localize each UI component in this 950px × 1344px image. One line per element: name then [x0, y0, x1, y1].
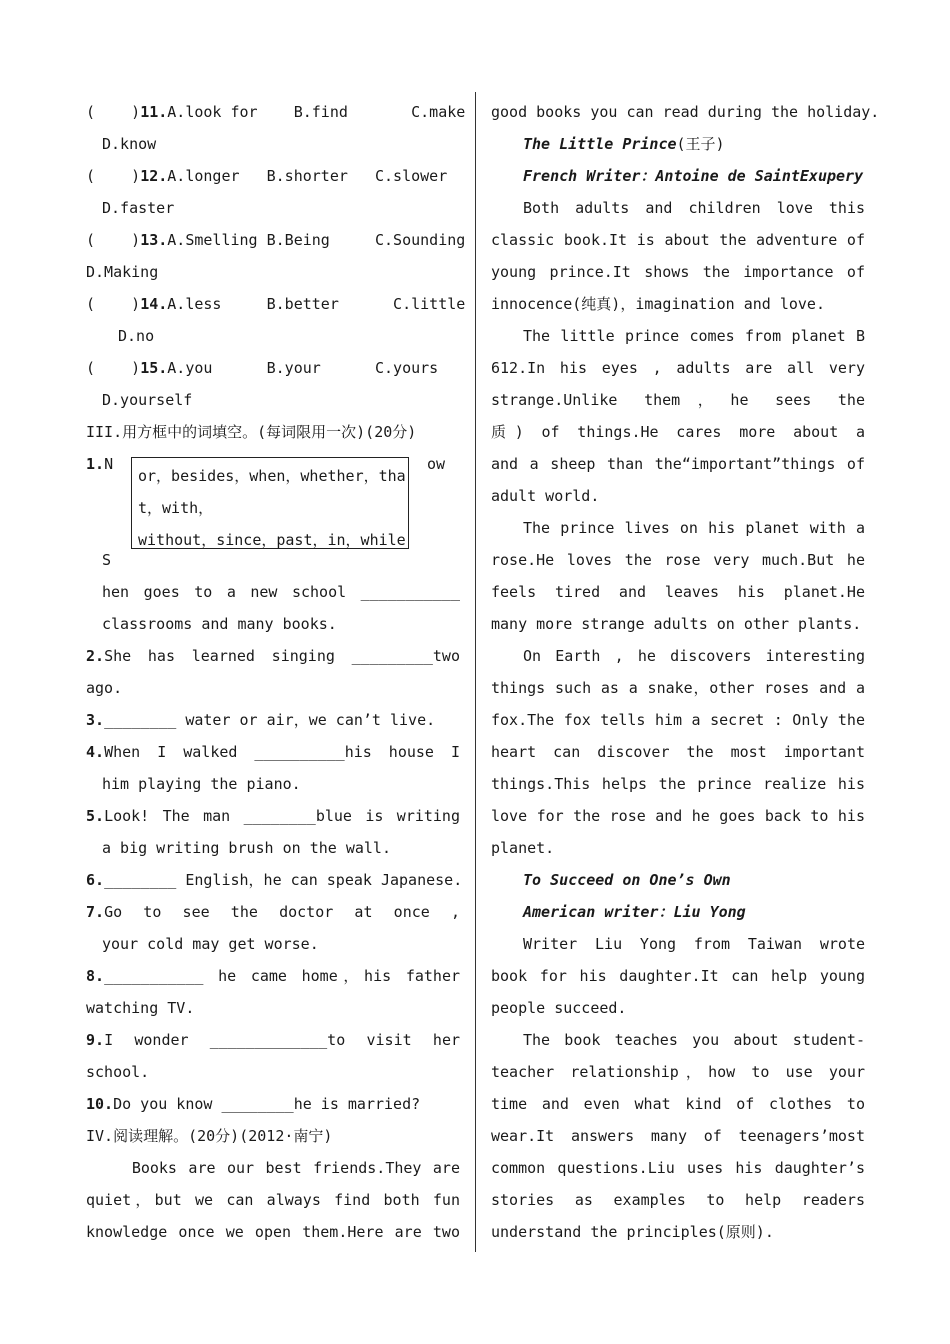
passage-line: time and even what kind of clothes to: [491, 1095, 865, 1113]
mc-option-d-11: D.know: [102, 135, 157, 153]
mc-question-14: ( )14.A.less B.better C.little: [86, 295, 466, 313]
passage-line: people succeed.: [491, 999, 627, 1017]
fill-question-6: 6.________ English，he can speak Japanese.: [86, 871, 463, 889]
fill-question-8: 8.___________ he came home，his father: [86, 967, 460, 985]
passage-line: innocence(纯真)，imagination and love.: [491, 295, 825, 313]
section-3-heading: III.用方框中的词填空。(每词限用一次)(20分): [86, 423, 417, 441]
passage-left-line: knowledge once we open them.Here are two: [86, 1223, 460, 1241]
mc-option-d-12: D.faster: [102, 199, 175, 217]
book-1-title: The Little Prince(王子): [523, 135, 725, 153]
word-box-line: without，since，past，in，while: [138, 531, 406, 549]
passage-line: stories as examples to help readers: [491, 1191, 865, 1209]
word-box-line: t，with，: [138, 499, 214, 517]
fill-question-1-line2: hen goes to a new school ___________: [102, 583, 460, 601]
passage-line: many more strange adults on other plants.: [491, 615, 862, 633]
word-box-line: or，besides，when，whether，tha: [138, 467, 406, 485]
fill-question-7: 7.Go to see the doctor at once ,: [86, 903, 460, 921]
fill-question-1-start: 1.N ow: [86, 455, 446, 473]
mc-question-11: ( )11.A.look for B.find C.make: [86, 103, 466, 121]
passage-line: understand the principles(原则).: [491, 1223, 774, 1241]
passage-line: teacher relationship，how to use your: [491, 1063, 865, 1081]
passage-line: On Earth , he discovers interesting: [523, 647, 865, 665]
passage-line: 612.In his eyes , adults are all very: [491, 359, 865, 377]
right-column: [491, 96, 880, 1248]
passage-left-line: quiet，but we can always find both fun: [86, 1191, 460, 1209]
passage-line: Both adults and children love this: [523, 199, 865, 217]
passage-line: things.This helps the prince realize his: [491, 775, 865, 793]
passage-line: common questions.Liu uses his daughter’s: [491, 1159, 865, 1177]
passage-line: fox.The fox tells him a secret : Only the: [491, 711, 865, 729]
fill-question-10: 10.Do you know ________he is married?: [86, 1095, 421, 1113]
left-column: [86, 96, 466, 1248]
fill-question-1-line3: classrooms and many books.: [102, 615, 337, 633]
fill-question-7-line2: your cold may get worse.: [102, 935, 319, 953]
passage-line: strange.Unlike them，he sees the: [491, 391, 865, 409]
passage-left-line: Books are our best friends.They are: [131, 1159, 460, 1177]
passage-line: book for his daughter.It can help young: [491, 967, 865, 985]
book-2-title: To Succeed on One’s Own: [523, 871, 731, 889]
passage-line: and a sheep than the“important”things of: [491, 455, 865, 473]
passage-line: The little prince comes from planet B: [523, 327, 865, 345]
mc-question-13: ( )13.A.Smelling B.Being C.Sounding: [86, 231, 466, 249]
passage-line: feels tired and leaves his planet.He: [491, 583, 865, 601]
passage-line: 质) of things.He cares more about a: [491, 423, 865, 441]
mc-question-15: ( )15.A.you B.your C.yours: [86, 359, 439, 377]
book-1-writer: French Writer：Antoine de SaintExupery: [523, 167, 864, 185]
passage-line: rose.He loves the rose very much.But he: [491, 551, 865, 569]
book-2-writer: American writer：Liu Yong: [523, 903, 746, 921]
fill-question-4-line2: him playing the piano.: [102, 775, 301, 793]
fill-question-3: 3.________ water or air，we can’t live.: [86, 711, 436, 729]
passage-line: The prince lives on his planet with a: [523, 519, 865, 537]
fill-question-2-line2: ago.: [86, 679, 123, 697]
word-box: [131, 457, 409, 549]
fill-question-8-line2: watching TV.: [86, 999, 195, 1017]
fill-question-9-line2: school.: [86, 1063, 150, 1081]
passage-line: love for the rose and he goes back to his: [491, 807, 865, 825]
fill-question-2: 2.She has learned singing _________two: [86, 647, 460, 665]
fill-question-1-cont: S: [102, 551, 112, 569]
passage-line: heart can discover the most important: [491, 743, 865, 761]
mc-question-12: ( )12.A.longer B.shorter C.slower: [86, 167, 448, 185]
fill-question-5-line2: a big writing brush on the wall.: [102, 839, 391, 857]
mc-option-d-14: D.no: [118, 327, 155, 345]
passage-line: wear.It answers many of teenagers’most: [491, 1127, 865, 1145]
passage-line: things such as a snake，other roses and a: [491, 679, 865, 697]
fill-question-4: 4.When I walked __________his house I: [86, 743, 460, 761]
fill-question-9: 9.I wonder _____________to visit her: [86, 1031, 460, 1049]
passage-line: classic book.It is about the adventure of: [491, 231, 865, 249]
passage-line: young prince.It shows the importance of: [491, 263, 865, 281]
fill-question-5: 5.Look! The man ________blue is writing: [86, 807, 460, 825]
passage-line: planet.: [491, 839, 555, 857]
mc-option-d-13: D.Making: [86, 263, 159, 281]
column-divider: [475, 92, 476, 1252]
passage-line: The book teaches you about student-: [523, 1031, 865, 1049]
section-4-heading: IV.阅读理解。(20分)(2012·南宁): [86, 1127, 333, 1145]
passage-line: Writer Liu Yong from Taiwan wrote: [523, 935, 865, 953]
passage-line: good books you can read during the holiday.: [491, 103, 880, 121]
mc-option-d-15: D.yourself: [102, 391, 193, 409]
passage-line: adult world.: [491, 487, 600, 505]
